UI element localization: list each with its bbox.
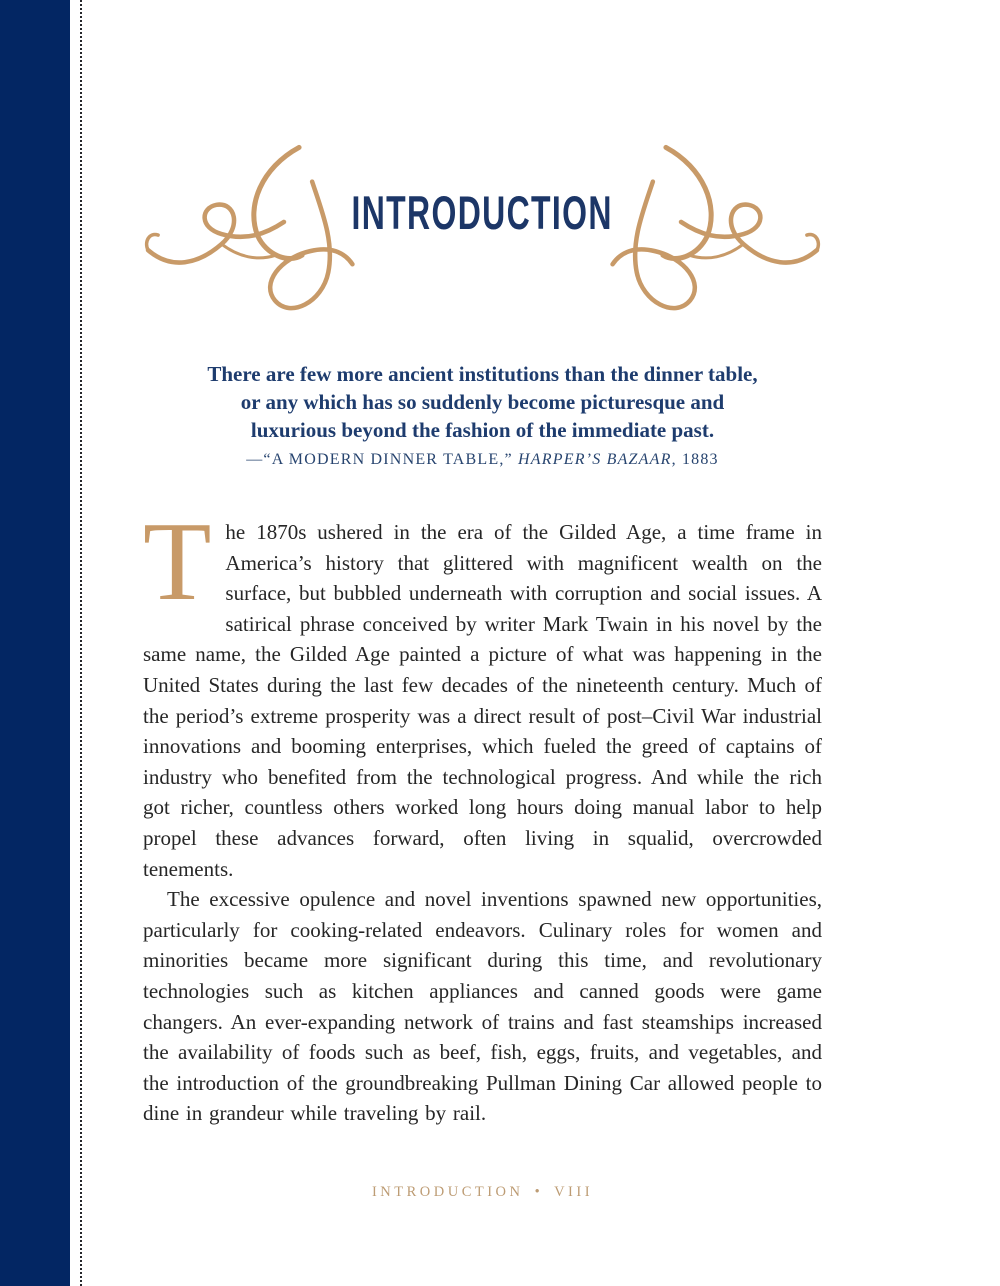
chapter-heading xyxy=(143,141,822,326)
footer-section-label: INTRODUCTION xyxy=(371,1184,524,1200)
paragraph-2 xyxy=(143,884,822,1129)
dotted-rule xyxy=(80,0,82,1286)
page-title-wrap xyxy=(143,185,822,240)
page-title: INTRODUCTION xyxy=(351,186,614,239)
epigraph-line: or any which has so suddenly become picturesque and xyxy=(240,390,725,414)
epigraph-line: luxurious beyond the fashion of the immediate past. xyxy=(250,418,715,442)
attribution-prefix: —“A MODERN DINNER TABLE,” xyxy=(246,451,519,468)
attribution-suffix: , 1883 xyxy=(671,451,719,468)
footer-separator-icon: • xyxy=(534,1184,544,1200)
attribution-source: HARPER’S BAZAAR xyxy=(518,451,672,468)
paragraph-2-text: The excessive opulence and novel inventions spawned new opportunities, particularly for cooking-related endeavors. Culinary roles for women and minorities became more significant during this time, and revolutionary technologies such as kitchen appliances and canned goods were game changers. An ever-expanding network of trains and fast steamships increased the availability of foods such as beef, fish, eggs, fruits, and vegetables, and the introduction of the groundbreaking Pullman Dining Car allowed people to dine in grandeur while traveling by rail. xyxy=(143,887,822,1126)
spine-bar xyxy=(0,0,70,1286)
drop-cap: T xyxy=(143,500,212,624)
footer-page-number: VIII xyxy=(554,1184,594,1200)
epigraph-attribution xyxy=(143,451,822,469)
epigraph xyxy=(143,360,822,469)
running-footer xyxy=(143,1184,822,1201)
paragraph-1 xyxy=(143,500,822,884)
body-copy xyxy=(143,500,822,1129)
paragraph-1-text: he 1870s ushered in the era of the Gilded Age, a time frame in America’s history that glittered with magnificent wealth on the surface, but bubbled underneath with corruption and social issues. A satirical phrase conceived by writer Mark Twain in his novel by the same name, the Gilded Age painted a picture of what was happening in the United States during the last few decades of the nineteenth century. Much of the period’s extreme prosperity was a direct result of post–Civil War industrial innovations and booming enterprises, which fueled the greed of captains of industry who benefited from the technological progress. And while the rich got richer, countless others worked long hours doing manual labor to help propel these advances forward, often living in squalid, overcrowded tenements. xyxy=(143,520,822,881)
epigraph-line: There are few more ancient institutions than the dinner table, xyxy=(207,362,758,386)
